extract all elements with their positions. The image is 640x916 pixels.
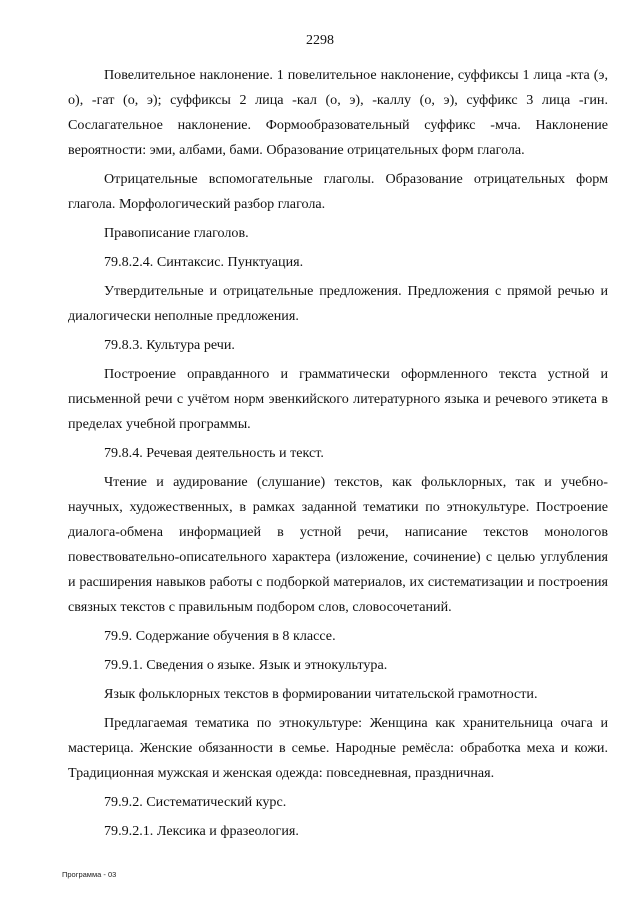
section-heading-language-info: 79.9.1. Сведения о языке. Язык и этнокультура. [104, 657, 388, 673]
page-number: 2298 [306, 33, 334, 48]
footer-label: Программа - 03 [62, 870, 117, 879]
paragraph-verb-spelling: Правописание глаголов. [104, 225, 249, 241]
paragraph-imperative-mood: Повелительное наклонение. 1 повелительное наклонение, суффиксы 1 лица -кта (э, о), -гат (о, э); суффиксы 2 лица -кал (о, э), -каллу (о, э), суффикс 3 лица -гин. Сослагательное наклонение. Формообразовательный суффикс -мча. Наклонение вероятности: эми, албами, бами. Образование отрицательных форм глагола. [68, 67, 608, 158]
section-heading-speech-culture: 79.8.3. Культура речи. [104, 337, 235, 353]
section-heading-syntax: 79.8.2.4. Синтаксис. Пунктуация. [104, 254, 304, 270]
section-heading-systematic-course: 79.9.2. Систематический курс. [104, 794, 287, 810]
section-heading-speech-activity: 79.8.4. Речевая деятельность и текст. [104, 445, 324, 461]
paragraph-speech-activity: Чтение и аудирование (слушание) текстов, как фольклорных, так и учебно-научных, художественных, в рамках заданной тематики по этнокультуре. Построение диалога-обмена информацией в устной речи, написание текстов монологов повествовательно-описательного характера (изложение, сочинение) с целью углубления и расширения навыков работы с подборкой материалов, их систематизации и построения связных текстов с правильным подбором слов, словосочетаний. [68, 474, 608, 615]
paragraph-negative-verbs: Отрицательные вспомогательные глаголы. Образование отрицательных форм глагола. Морфологический разбор глагола. [68, 171, 608, 212]
document-body [68, 63, 608, 848]
paragraph-sentences: Утвердительные и отрицательные предложения. Предложения с прямой речью и диалогически неполные предложения. [68, 283, 608, 324]
paragraph-speech-culture: Построение оправданного и грамматически оформленного текста устной и письменной речи с учётом норм эвенкийского литературного языка и речевого этикета в пределах учебной программы. [68, 366, 608, 432]
section-heading-grade-8: 79.9. Содержание обучения в 8 классе. [104, 628, 336, 644]
paragraph-ethnoculture-topics: Предлагаемая тематика по этнокультуре: Женщина как хранительница очага и мастерица. Женские обязанности в семье. Народные ремёсла: обработка меха и кожи. Традиционная мужская и женская одежда: повседневная, праздничная. [68, 715, 608, 781]
paragraph-folklore-language: Язык фольклорных текстов в формировании читательской грамотности. [104, 686, 538, 702]
section-heading-lexicology: 79.9.2.1. Лексика и фразеология. [104, 823, 299, 839]
